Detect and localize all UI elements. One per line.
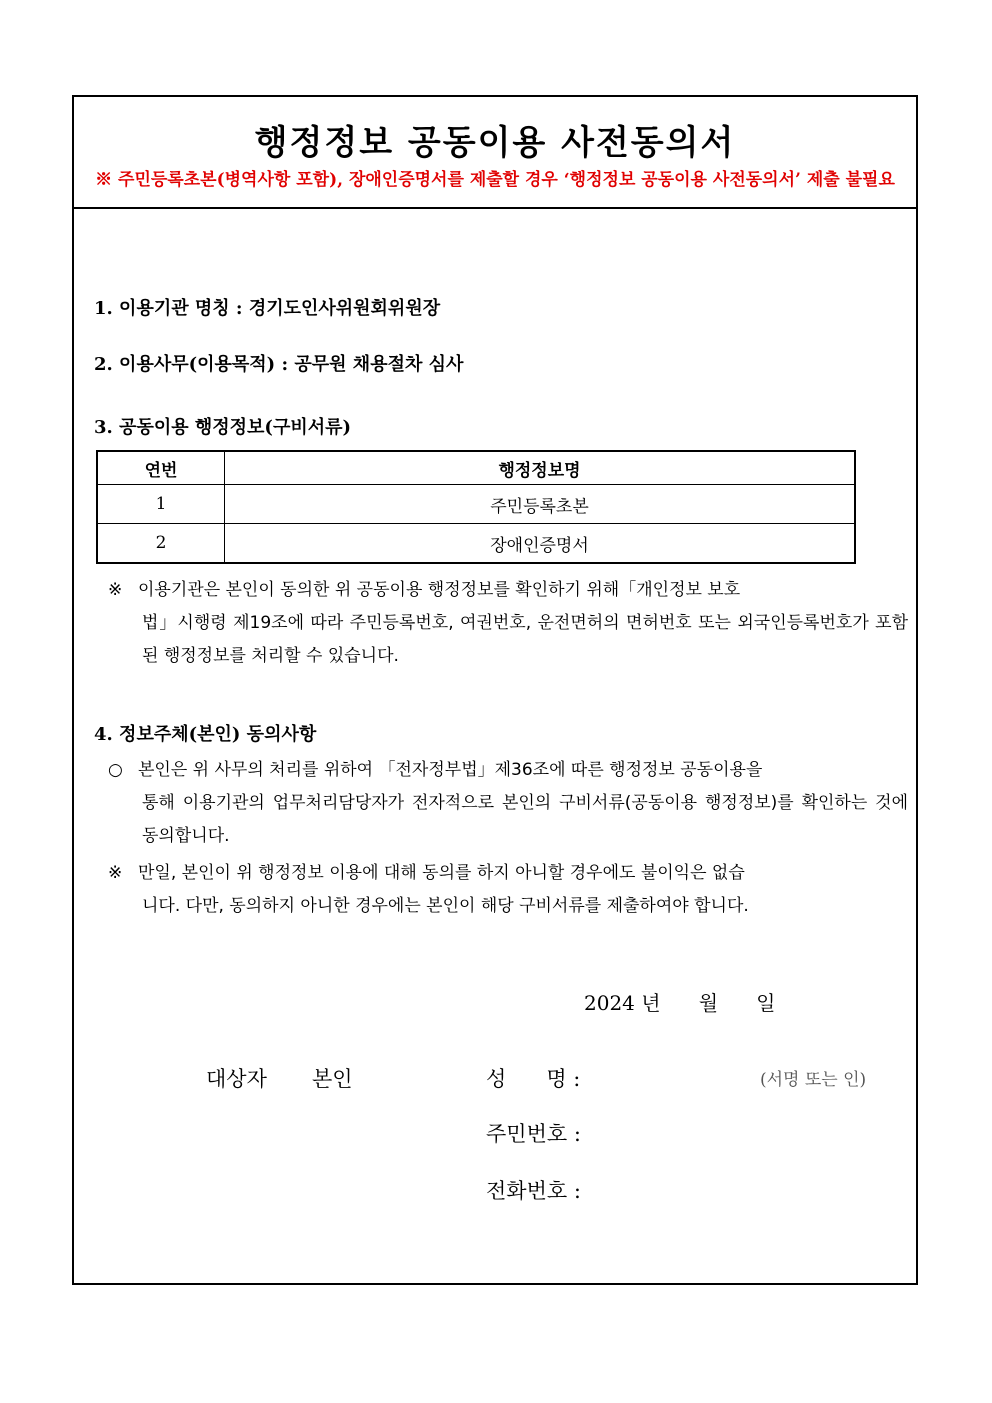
page-title: 행정정보 공동이용 사전동의서 <box>254 123 736 163</box>
col-header-name: 행정정보명 <box>225 451 856 485</box>
subject-value: 본인 <box>312 1067 353 1091</box>
section-2: 2. 이용사무(이용목적) : 공무원 채용절차 심사 <box>94 354 464 375</box>
form-frame <box>72 95 918 1285</box>
col-header-no: 연번 <box>97 451 225 485</box>
section-4: 4. 정보주체(본인) 동의사항 <box>94 724 317 745</box>
table-row <box>97 524 855 564</box>
phone-label: 전화번호 : <box>486 1179 581 1203</box>
form-header <box>74 97 916 209</box>
name-label: 성 명 : <box>486 1067 581 1091</box>
row-name: 주민등록초본 <box>225 485 856 524</box>
note-line-1: 이용기관은 본인이 동의한 위 공동이용 행정정보를 확인하기 위해「개인정보 보호 <box>138 580 741 600</box>
note-mark: ※ <box>108 863 123 883</box>
date-line: 2024 년 월 일 <box>584 991 776 1015</box>
row-no: 1 <box>97 485 225 524</box>
signature-note: (서명 또는 인) <box>760 1070 867 1090</box>
note2-line-1: 만일, 본인이 위 행정정보 이용에 대해 동의를 하지 아니할 경우에도 불이익은 없습 <box>138 863 745 883</box>
section-3: 3. 공동이용 행정정보(구비서류) <box>94 417 352 438</box>
row-name: 장애인증명서 <box>225 524 856 564</box>
rrn-label: 주민번호 : <box>486 1122 581 1146</box>
consent-line-1: 본인은 위 사무의 처리를 위하여 「전자정부법」제36조에 따른 행정정보 공동이용을 <box>138 760 763 780</box>
row-no: 2 <box>97 524 225 564</box>
notice-text: ※ 주민등록초본(병역사항 포함), 장애인증명서를 제출할 경우 ‘행정정보 공동이용 사전동의서’ 제출 불필요 <box>95 170 895 190</box>
note-rest: 법」시행령 제19조에 따라 주민등록번호, 여권번호, 운전면허의 면허번호 또는 외국인등록번호가 포함된 행정정보를 처리할 수 있습니다. <box>142 613 908 666</box>
note-mark: ※ <box>108 580 123 600</box>
no-disadvantage-note <box>108 857 908 923</box>
table-row <box>97 485 855 524</box>
consent-rest: 통해 이용기관의 업무처리담당자가 전자적으로 본인의 구비서류(공동이용 행정정보)를 확인하는 것에 동의합니다. <box>142 793 908 846</box>
table-header-row <box>97 451 855 485</box>
admin-info-table <box>96 450 856 564</box>
circle-mark: ○ <box>108 760 123 780</box>
consent-text <box>108 754 908 853</box>
subject-label: 대상자 <box>206 1067 267 1091</box>
legal-note <box>108 574 908 673</box>
note2-rest: 니다. 다만, 동의하지 아니한 경우에는 본인이 해당 구비서류를 제출하여야 합니다. <box>142 896 749 916</box>
section-1: 1. 이용기관 명칭 : 경기도인사위원회위원장 <box>94 298 441 319</box>
